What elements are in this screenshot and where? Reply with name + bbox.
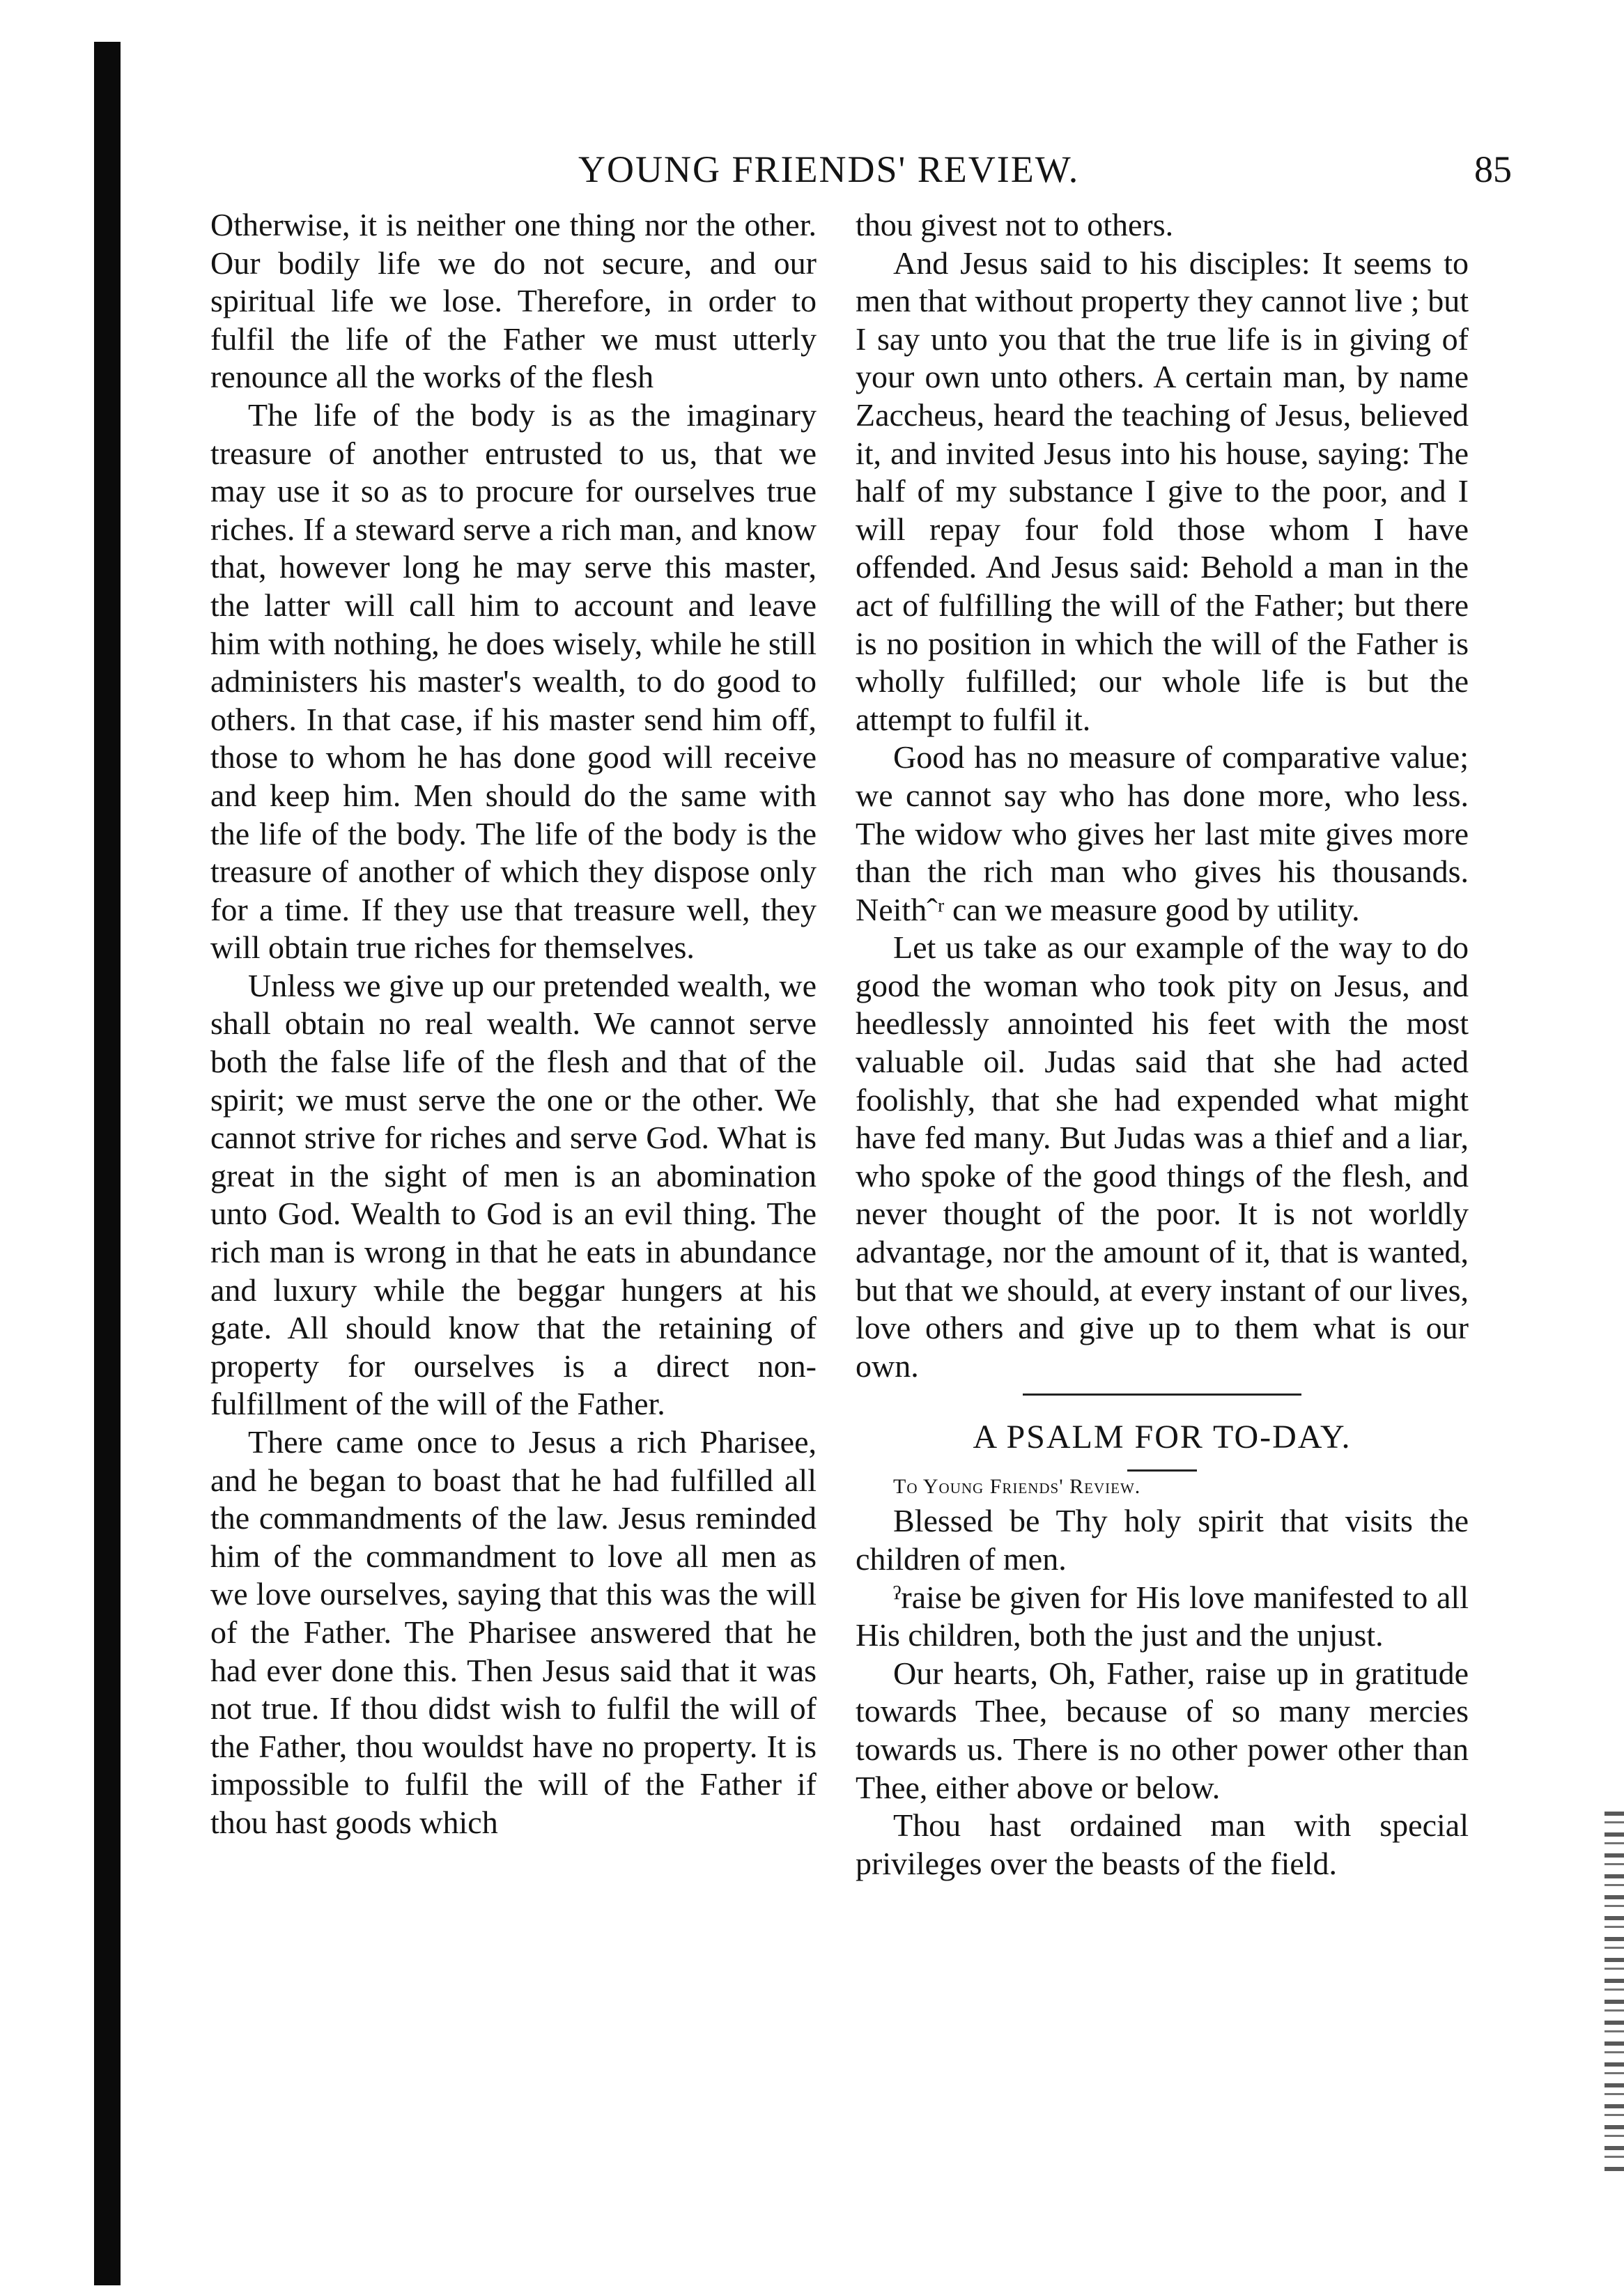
psalm-verse: Our hearts, Oh, Father, raise up in gratitude towards Thee, because of so many mercies towards us. There is no other power other than Thee, either above or below. [856,1655,1469,1805]
left-column [210,206,817,1842]
psalm-verse: Blessed be Thy holy spirit that visits the children of men. [856,1503,1469,1577]
psalm-title: A PSALM FOR TO-DAY. [973,1419,1352,1456]
paragraph: The life of the body is as the imaginary treasure of another entrusted to us, that we may use it so as to procure for ourselves true riches. If a steward serve a rich man, and know that, however long he may serve this master, the latter will call him to account and leave him with nothing, he does wisely, while he still administers his master's wealth, to do good to others. In that case, if his master send him off, those to whom he has done good will receive and keep him. Men should do the same with the life of the body. The life of the body is the treasure of another of which they dispose only for a time. If they use that treasure well, they will obtain true riches for themselves. [210,396,817,966]
right-column [856,206,1469,1883]
page-number: 85 [1474,148,1512,190]
psalm-verse: Thou hast ordained man with special privileges over the beasts of the field. [856,1807,1469,1881]
psalm-dedication: To Young Friends' Review. [893,1475,1141,1499]
binding-edge-bar [94,42,121,2285]
running-title: YOUNG FRIENDS' REVIEW. [578,148,1080,190]
section-divider [1023,1393,1301,1396]
paragraph: There came once to Jesus a rich Pharisee, and he began to boast that he had fulfilled all the commandments of the law. Jesus reminded him of the commandment to love all men as we love ourselves, saying that this was the will of the Father. The Pharisee answered that he had ever done this. Then Jesus said that it was not true. If thou didst wish to fulfil the will of the Father, thou wouldst have no property. It is impossible to fulfil the will of the Father if thou hast goods which [210,1424,817,1840]
paragraph: Good has no measure of comparative value; we cannot say who has done more, who less. The widow who gives her last mite gives more than the rich man who gives his thousands. Neithˆʳ can we measure good by utility. [856,739,1469,927]
paragraph: Let us take as our example of the way to do good the woman who took pity on Jesus, and heedlessly annointed his feet with the most valuable oil. Judas said that she had acted foolishly, that she had expended what might have fed many. But Judas was a thief and a liar, who spoke of the good things of the flesh, and never thought of the poor. It is not worldly advantage, nor the amount of it, that is wanted, but that we should, at every instant of our lives, love others and give up to them what is our own. [856,929,1469,1384]
paragraph: Unless we give up our pretended wealth, we shall obtain no real wealth. We cannot serve both the false life of the flesh and that of the spirit; we must serve the one or the other. We cannot strive for riches and serve God. What is great in the sight of men is an abomination unto God. Wealth to God is an evil thing. The rich man is wrong in that he eats in abundance and luxury while the beggar hungers at his gate. All should know that the retaining of property for ourselves is a direct non-fulfillment of the will of the Father. [210,967,817,1422]
page-edge-scan-artifact [1604,1812,1624,2174]
page-header [209,145,1512,194]
paragraph: thou givest not to others. [856,207,1174,242]
paragraph: Otherwise, it is neither one thing nor the other. Our bodily life we do not secure, and our spiritual life we lose. Therefore, in order to fulfil the life of the Father we must utterly renounce all the works of the flesh [210,207,817,395]
psalm-verse: ˀraise be given for His love manifested to all His children, both the just and the unjust. [856,1579,1469,1653]
paragraph: And Jesus said to his disciples: It seems to men that without property they cannot live ; but I say unto you that the true life is in giving of your own unto others. A certain man, by name Zaccheus, heard the teaching of Jesus, believed it, and invited Jesus into his house, saying: The half of my substance I give to the poor, and I will repay four fold those whom I have offended. And Jesus said: Behold a man in the act of fulfilling the will of the Father; but there is no position in which the will of the Father is wholly fulfilled; our whole life is but the attempt to fulfil it. [856,245,1469,737]
